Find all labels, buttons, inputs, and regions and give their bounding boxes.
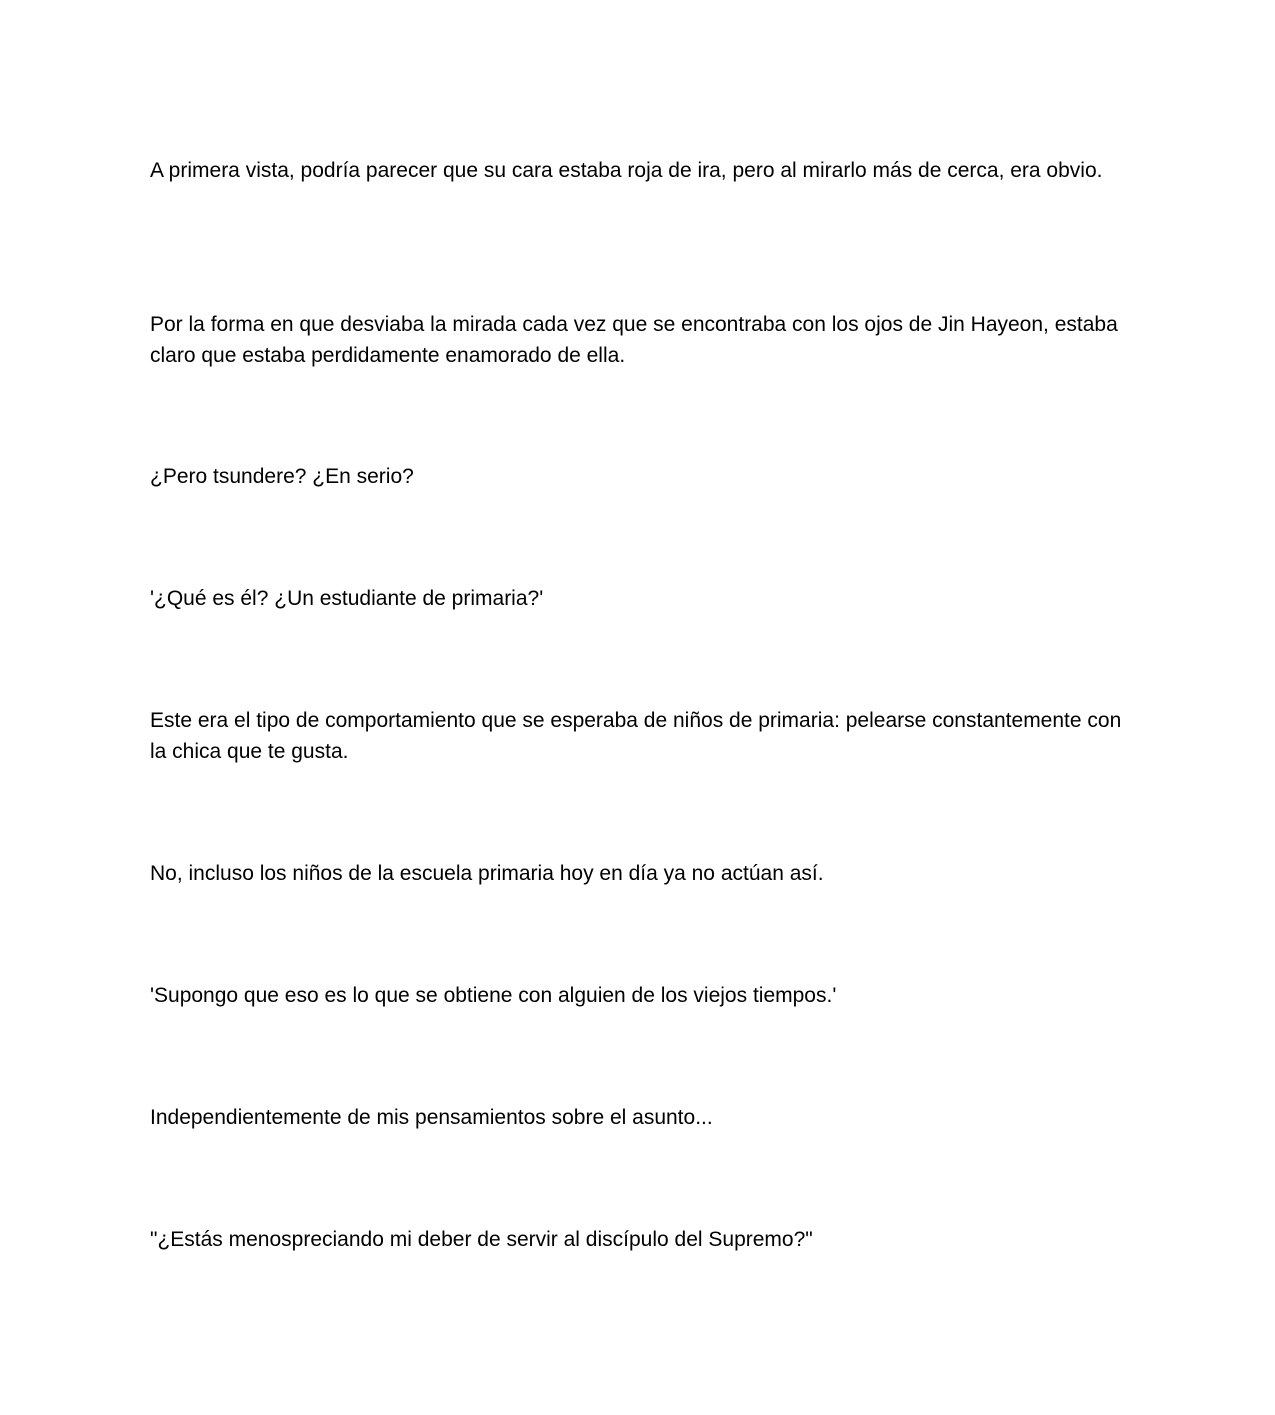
paragraph: Este era el tipo de comportamiento que se esperaba de niños de primaria: pelearse constantemente con la chica que te gusta. xyxy=(150,709,1122,763)
paragraph: Independientemente de mis pensamientos sobre el asunto... xyxy=(150,1106,713,1129)
paragraph: Por la forma en que desviaba la mirada cada vez que se encontraba con los ojos de Jin Hayeon, estaba claro que estaba perdidamente enamorado de ella. xyxy=(150,313,1118,367)
paragraph: "¿Estás menospreciando mi deber de servir al discípulo del Supremo?" xyxy=(150,1228,813,1251)
paragraph: '¿Qué es él? ¿Un estudiante de primaria?' xyxy=(150,587,544,610)
paragraph: ¿Pero tsundere? ¿En serio? xyxy=(150,465,414,488)
paragraph: A primera vista, podría parecer que su cara estaba roja de ira, pero al mirarlo más de cerca, era obvio. xyxy=(150,159,1103,182)
paragraph: No, incluso los niños de la escuela primaria hoy en día ya no actúan así. xyxy=(150,862,824,885)
paragraph: 'Supongo que eso es lo que se obtiene con alguien de los viejos tiempos.' xyxy=(150,984,837,1007)
